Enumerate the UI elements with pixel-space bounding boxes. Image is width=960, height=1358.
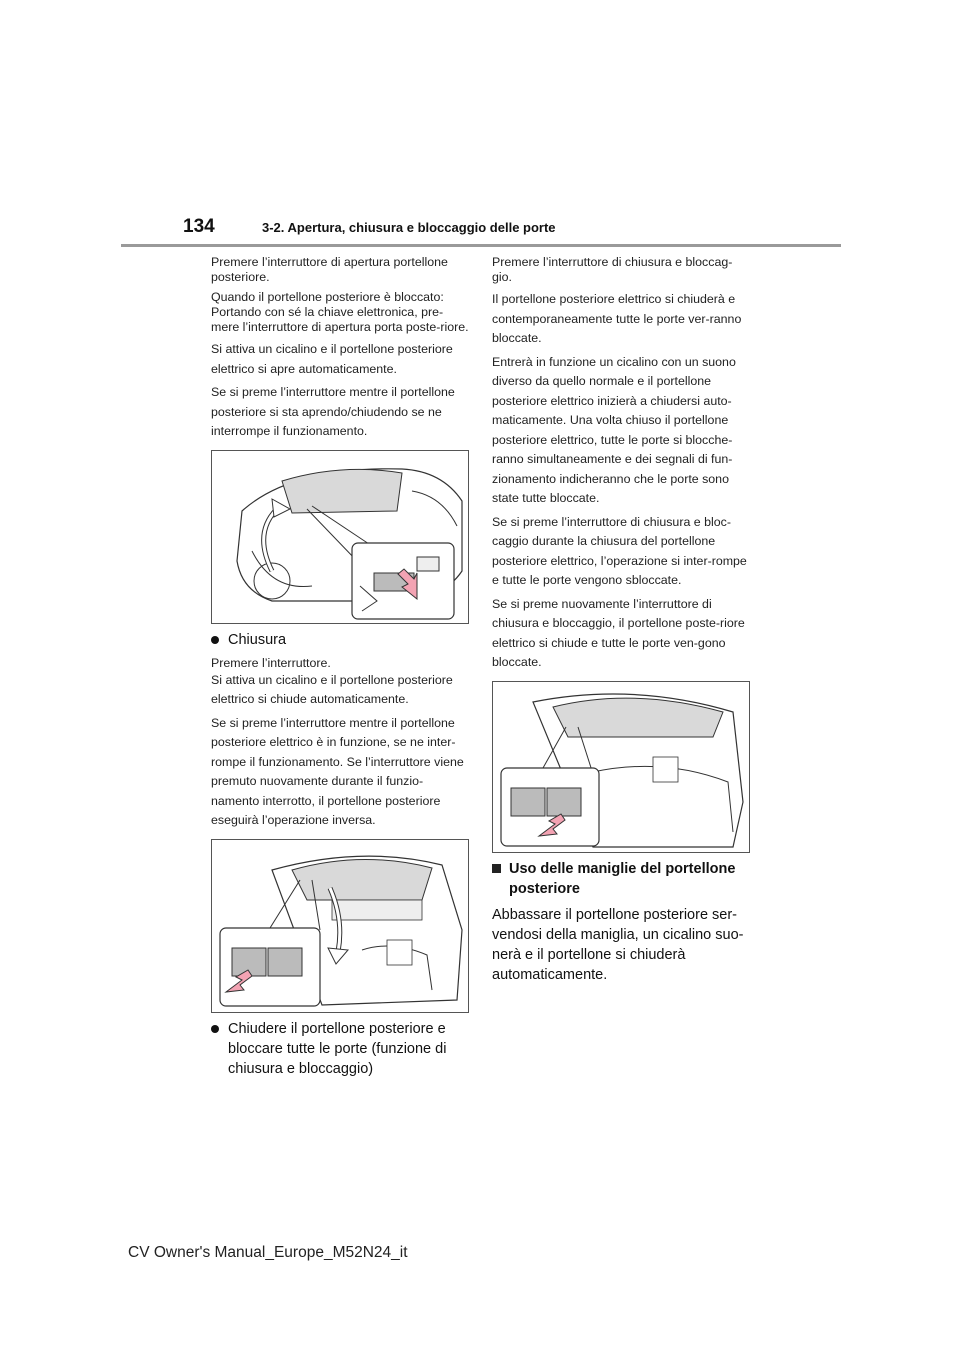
paragraph-buzzer-open: Si attiva un cicalino e il portellone posteriore elettrico si apre automaticamente. [211,342,453,376]
paragraph-lock-doors: Il portellone posteriore elettrico si chiuderà e contemporaneamente tutte le porte ver-ranno bloccate. [492,292,742,345]
heading-handle [492,859,750,899]
paragraph-interrupt: Se si preme l’interruttore mentre il portellone posteriore si sta aprendo/chiudendo se ne interrompe il funzionamento. [211,385,455,438]
footer-doc-id: CV Owner's Manual_Europe_M52N24_it [128,1244,408,1261]
figure-tailgate-open [211,450,469,624]
paragraph-handle: Abbassare il portellone posteriore ser-vendosi della maniglia, un cicalino suo-nerà e il portellone si chiuderà automaticamente. [492,906,744,983]
bullet-close-label: Chiusura [228,631,287,648]
heading-square-icon [492,864,501,873]
bullet-dot-icon [211,636,219,644]
instruction-close: Premere l’interruttore. [211,655,331,670]
paragraph-reverse: Se si preme l’interruttore mentre il portellone posteriore elettrico è in funzione, se ne inter-rompe il funzionamento. Se l’interruttore viene premuto nuovamente durante il funzio-namento interrotto, il portellone posteriore eseguirà l’operazione inversa. [211,715,464,827]
figure-lock-switch [492,681,750,853]
page-number: 134 [183,216,215,237]
paragraph-buzzer-lock: Entrerà in funzione un cicalino con un suono diverso da quello normale e il portellone posteriore elettrico inizierà a chiudersi auto-maticamente. Una volta chiuso il portellone posteriore elettrico, tutte le porte si blocche-ranno simultaneamente e dei segnali di fun-zionamento indicheranno che le porte sono state tutte bloccate. [492,354,736,505]
paragraph-buzzer-close: Si attiva un cicalino e il portellone posteriore elettrico si chiude automaticamente. [211,672,453,706]
close-switch-illustration [212,840,468,1012]
bullet-lock-label: Chiudere il portellone posteriore e bloccare tutte le porte (funzione di chiusura e bloccaggio) [228,1020,447,1077]
lock-switch-illustration [493,682,749,852]
left-column [211,255,469,1085]
tailgate-open-illustration [212,451,468,623]
section-title: 3-2. Apertura, chiusura e bloccaggio delle porte [262,220,556,235]
paragraph-lock-again: Se si preme nuovamente l’interruttore di chiusura e bloccaggio, il portellone poste-riore elettrico si chiude e tutte le porte ven-gono bloccate. [492,596,745,669]
bullet-lock [211,1019,469,1079]
bullet-close [211,630,469,650]
bullet-dot-icon [211,1025,219,1033]
paragraph-lock-interrupt: Se si preme l’interruttore di chiusura e bloc-caggio durante la chiusura del portellone posteriore elettrico, l’operazione si inter-rompe e tutte le porte vengono sbloccate. [492,514,747,587]
heading-handle-label: Uso delle maniglie del portellone posteriore [509,860,736,897]
instruction-open: Premere l’interruttore di apertura portellone posteriore. [211,255,448,284]
figure-close-switch [211,839,469,1013]
instruction-lock: Premere l’interruttore di chiusura e bloccag-gio. [492,255,733,284]
right-column [492,255,750,991]
header-divider [121,244,841,247]
note-locked-tailgate: Quando il portellone posteriore è bloccato: Portando con sé la chiave elettronica, pre-mere l’interruttore di apertura porta poste-riore. [211,290,469,334]
